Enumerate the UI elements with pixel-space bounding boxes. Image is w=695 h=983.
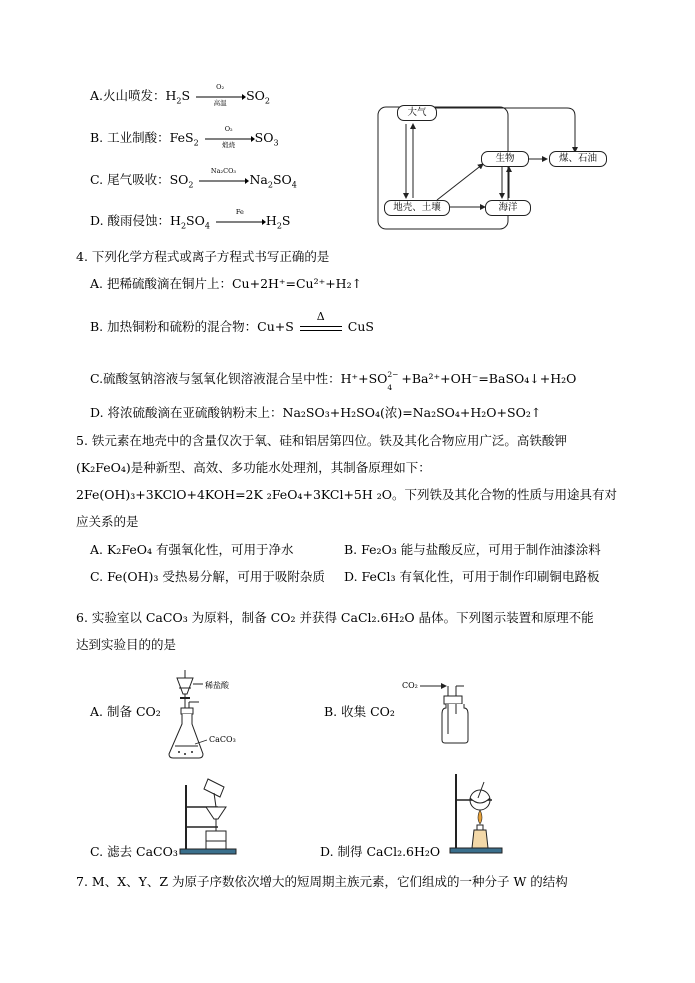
arrow-condition-bottom: 高温 bbox=[213, 98, 227, 107]
formula: S bbox=[281, 213, 291, 228]
label-dilute-hcl: 稀盐酸 bbox=[205, 681, 229, 690]
q3-option-c bbox=[90, 166, 297, 190]
formula: H bbox=[165, 88, 177, 103]
q5-stem-line-1: 5. 铁元素在地壳中的含量仅次于氧、硅和铝居第四位。铁及其化合物应用广泛。高铁酸钾 bbox=[76, 433, 567, 448]
formula: S bbox=[181, 88, 191, 103]
q4-option-b bbox=[90, 309, 374, 335]
q6-stem-line-2: 达到实验目的的是 bbox=[76, 637, 177, 652]
q3-option-b bbox=[90, 124, 279, 149]
option-text: C.硫酸氢钠溶液与氢氧化钡溶液混合呈中性：H⁺+SO bbox=[90, 371, 388, 386]
q6-option-c: C. 滤去 CaCO₃ bbox=[90, 844, 178, 859]
arrow-condition-top: Na₂CO₃ bbox=[210, 166, 236, 175]
q5-option-d: D. FeCl₃ 有氧化性，可用于制作印刷铜电路板 bbox=[344, 569, 600, 584]
reaction-arrow bbox=[214, 207, 266, 229]
node-organism: 生物 bbox=[481, 151, 529, 167]
subscript: 2 bbox=[188, 180, 194, 190]
arrow-condition-top: Fe bbox=[235, 207, 244, 216]
q6-option-d: D. 制得 CaCl₂.6H₂O bbox=[320, 844, 441, 859]
formula: SO bbox=[169, 172, 189, 187]
option-label: B. 工业制酸： bbox=[90, 130, 170, 145]
formula: H bbox=[170, 213, 181, 228]
q7-stem-line-1: 7. M、X、Y、Z 为原子序数依次增大的短周期主族元素，它们组成的一种分子 W 的结构 bbox=[76, 874, 568, 889]
apparatus-filtration bbox=[178, 775, 240, 855]
q4-option-c bbox=[90, 369, 577, 392]
apparatus-evaporation bbox=[448, 770, 508, 856]
subscript: 2 bbox=[276, 221, 282, 231]
q6-option-a: A. 制备 CO₂ bbox=[90, 704, 161, 719]
formula: SO bbox=[186, 213, 205, 228]
formula: SO bbox=[272, 172, 292, 187]
sulfur-cycle-diagram bbox=[377, 100, 617, 235]
q5-stem-line-3: 2Fe(OH)₃+3KClO+4KOH=2K ₂FeO₄+3KCl+5H ₂O。下列铁及其化合物的性质与用途具有对 bbox=[76, 487, 618, 502]
q5-stem-line-2: (K₂FeO₄)是种新型、高效、多功能水处理剂，其制备原理如下： bbox=[76, 460, 431, 475]
option-text: B. 加热铜粉和硫粉的混合物：Cu+S bbox=[90, 319, 294, 334]
filtration-setup-icon bbox=[178, 775, 240, 855]
delta-symbol: Δ bbox=[316, 309, 325, 323]
node-atmosphere: 大气 bbox=[397, 105, 437, 121]
evaporation-setup-icon bbox=[448, 770, 508, 856]
node-coal-oil: 煤、石油 bbox=[549, 151, 607, 167]
reaction-arrow bbox=[197, 166, 249, 188]
gas-bottle-icon bbox=[402, 678, 482, 744]
reaction-arrow bbox=[203, 124, 255, 149]
formula: SO bbox=[246, 88, 265, 103]
arrow-condition-bottom: 煅烧 bbox=[222, 140, 236, 149]
formula: Na bbox=[249, 172, 268, 187]
subscript: 2 bbox=[180, 221, 187, 231]
option-text: +Ba²⁺+OH⁻=BaSO₄↓+H₂O bbox=[401, 371, 577, 386]
formula: FeS bbox=[169, 130, 194, 145]
q5-option-b: B. Fe₂O₃ 能与盐酸反应，可用于制作油漆涂料 bbox=[344, 542, 601, 557]
formula: SO bbox=[254, 130, 274, 145]
q6-stem-line-1: 6. 实验室以 CaCO₃ 为原料，制备 CO₂ 并获得 CaCl₂.6H₂O 晶体。下列图示装置和原理不能 bbox=[76, 610, 594, 625]
node-crust-soil: 地壳、土壤 bbox=[384, 200, 450, 216]
option-text: CuS bbox=[347, 319, 374, 334]
q5-option-c: C. Fe(OH)₃ 受热易分解，可用于吸附杂质 bbox=[90, 569, 325, 584]
option-label: C. 尾气吸收： bbox=[90, 172, 170, 187]
reaction-arrow bbox=[194, 82, 246, 107]
arrow-condition-top: O₂ bbox=[224, 124, 233, 133]
ion-charge bbox=[387, 369, 401, 392]
subscript: 2 bbox=[267, 180, 273, 190]
q3-option-a bbox=[90, 82, 270, 107]
q5-option-a: A. K₂FeO₄ 有强氧化性，可用于净水 bbox=[90, 542, 294, 557]
q3-option-d bbox=[90, 207, 291, 231]
label-caco3: CaCO₃ bbox=[209, 735, 236, 744]
label-co2-inlet: CO₂ bbox=[402, 681, 418, 690]
subscript: 3 bbox=[273, 138, 279, 148]
q4-option-a: A. 把稀硫酸滴在铜片上：Cu+2H⁺=Cu²⁺+H₂↑ bbox=[90, 276, 363, 291]
q4-stem: 4. 下列化学方程式或离子方程式书写正确的是 bbox=[76, 249, 330, 264]
option-label: A.火山喷发： bbox=[90, 88, 166, 103]
subscript: 4 bbox=[291, 180, 297, 190]
heat-equals-sign bbox=[298, 309, 344, 335]
arrow-condition-top: O₂ bbox=[216, 82, 225, 91]
subscript: 2 bbox=[193, 138, 199, 148]
subscript: 2 bbox=[264, 96, 270, 106]
q6-option-b: B. 收集 CO₂ bbox=[324, 704, 395, 719]
subscript: 2 bbox=[176, 96, 182, 106]
apparatus-generator bbox=[165, 668, 245, 760]
superscript: 2− bbox=[387, 369, 399, 379]
q5-stem-line-4: 应关系的是 bbox=[76, 514, 139, 529]
apparatus-gas-collector bbox=[402, 678, 482, 744]
option-label: D. 酸雨侵蚀： bbox=[90, 213, 171, 228]
subscript: 4 bbox=[387, 382, 393, 392]
node-ocean: 海洋 bbox=[485, 200, 531, 216]
q4-option-d: D. 将浓硫酸滴在亚硫酸钠粉末上：Na₂SO₃+H₂SO₄(浓)=Na₂SO₄+H₂O+SO₂↑ bbox=[90, 405, 542, 420]
subscript: 4 bbox=[204, 221, 210, 231]
formula: H bbox=[265, 213, 277, 228]
